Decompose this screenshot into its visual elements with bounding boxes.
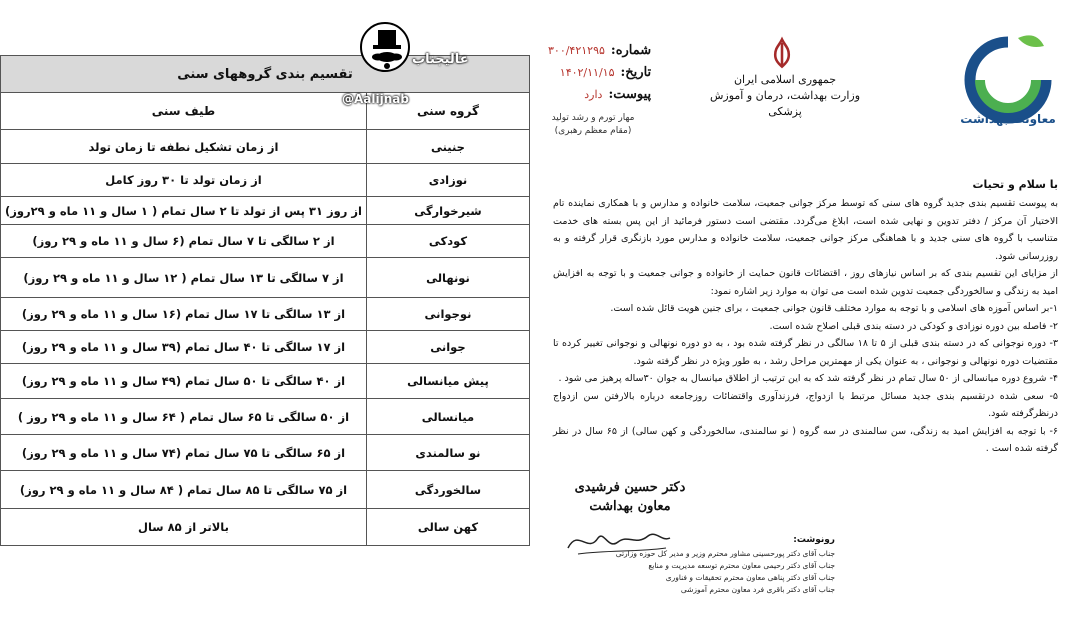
age-range-cell: بالاتر از ۸۵ سال xyxy=(1,509,367,546)
paragraph: ۵- سعی شده درتقسیم بندی جدید مسائل مرتبط با ازدواج، فرزندآوری واقتضائات روزجامعه درباره بالارفتن سن ازدواج درنظرگرفته شود. xyxy=(553,390,1058,419)
age-range-cell: از ۱۷ سالگی تا ۴۰ سال تمام (۳۹ سال و ۱۱ ماه و ۲۹ روز) xyxy=(1,331,367,364)
paragraph: ۶- با توجه به افزایش امید به زندگی، سن سالمندی در سه گروه ( نو سالمندی، سالخوردگی و کهن سالی) از ۶۵ سال در نظر گرفته شده است . xyxy=(553,425,1058,454)
ministry-line-1: جمهوری اسلامی ایران xyxy=(733,73,837,86)
signer-title: معاون بهداشت xyxy=(589,499,671,514)
age-range-cell: از ۷۵ سالگی تا ۸۵ سال تمام ( ۸۴ سال و ۱۱ ماه و ۲۹ روز) xyxy=(1,471,367,509)
paragraph: ۴- شروع دوره میانسالی از ۵۰ سال تمام در نظر گرفته شد که به این ترتیب از اطلاق میانسال به جوان ۳۰ساله پرهیز می شود . xyxy=(558,373,1058,384)
iran-emblem-icon xyxy=(765,36,799,70)
number-label: شماره: xyxy=(610,43,652,58)
cc-item: جناب آقای دکتر پورحسینی مشاور محترم وزیر و مدیر کل حوزه وزارتی xyxy=(615,549,835,558)
table-row xyxy=(1,298,530,331)
age-group-cell: میانسالی xyxy=(366,399,529,435)
age-range-cell: از ۶۵ سالگی تا ۷۵ سال تمام (۷۴ سال و ۱۱ ماه و ۲۹ روز) xyxy=(1,435,367,471)
table-row xyxy=(1,258,530,298)
table-row xyxy=(1,164,530,197)
age-range-cell: از زمان تشکیل نطفه تا زمان تولد xyxy=(1,130,367,164)
greeting: با سلام و تحیات xyxy=(972,178,1058,191)
watermark-handle: @Aalijnab xyxy=(342,92,409,106)
watermark-logo xyxy=(360,22,410,72)
age-group-cell: جوانی xyxy=(366,331,529,364)
table-header-row xyxy=(1,93,530,130)
age-group-cell: پیش میانسالی xyxy=(366,364,529,399)
table-row xyxy=(1,399,530,435)
age-group-table xyxy=(0,55,530,546)
table-row xyxy=(1,509,530,546)
age-group-cell: کودکی xyxy=(366,225,529,258)
header-age-group: گروه سنی xyxy=(366,93,529,130)
table-row xyxy=(1,364,530,399)
table-title: تقسیم بندی گروههای سنی xyxy=(1,56,530,93)
cc-title: رونوشت: xyxy=(793,535,835,545)
table-row xyxy=(1,130,530,164)
header-age-range: طیف سنی xyxy=(1,93,367,130)
age-range-cell: از ۵۰ سالگی تا ۶۵ سال تمام ( ۶۴ سال و ۱۱ ماه و ۲۹ روز ) xyxy=(1,399,367,435)
signer-name: دکتر حسین فرشیدی xyxy=(574,480,686,495)
cc-item: جناب آقای دکتر باقری فرد معاون محترم آموزشی xyxy=(680,585,835,594)
paragraph: ۱-بر اساس آموزه های اسلامی و با توجه به موارد مختلف قانون جوانی جمعیت ، برای جنین هویت قائل شده است. xyxy=(610,303,1058,314)
table-row xyxy=(1,197,530,225)
paragraph: از مزایای این تقسیم بندی که بر اساس نیازهای روز ، اقتضائات قانون حمایت از خانواده و جوانی جمعیت و با توجه به افزایش امید به زندگی و سالخوردگی جمعیت تدوین شده است می توان به موارد زیر اشاره نمود: xyxy=(553,268,1058,297)
slogan-line-2: (مقام معظم رهبری) xyxy=(554,126,632,136)
age-group-cell: نونهالی xyxy=(366,258,529,298)
age-group-cell: جنینی xyxy=(366,130,529,164)
cc-item: جناب آقای دکتر رحیمی معاون محترم توسعه مدیریت و منابع xyxy=(648,561,835,570)
paragraph: ۲- فاصله بین دوره نوزادی و کودکی در دسته بندی قبلی اصلاح شده است. xyxy=(769,320,1058,332)
age-range-cell: از روز ۳۱ پس از تولد تا ۲ سال تمام ( ۱ سال و ۱۱ ماه و ۲۹روز) xyxy=(1,197,367,225)
age-group-cell: نوجوانی xyxy=(366,298,529,331)
table-row xyxy=(1,435,530,471)
age-group-cell: کهن سالی xyxy=(366,509,529,546)
ministry-name xyxy=(695,72,875,120)
table-row xyxy=(1,225,530,258)
cc-list xyxy=(616,548,835,596)
date-value: ۱۴۰۲/۱۱/۱۵ xyxy=(559,66,615,79)
year-slogan xyxy=(548,112,638,138)
table-row xyxy=(1,471,530,509)
attachment-value: دارد xyxy=(584,88,603,101)
paragraph: به پیوست تقسیم بندی جدید گروه های سنی که توسط مرکز جوانی جمعیت، سلامت خانواده و مدارس و با همکاری نماینده تام الاختیار آن مرکز / دفتر تدوین و نهایی شده است، ابلاغ می‌گردد. مقتضی است دستور فرمائید از این پس بسته های خدمت متناسب با گروه های سنی جدید و با هماهنگی مرکز جوانی جمعیت، سلامت خانواده و مدارس مورد بازنگری قرار گرفته و به روزرسانی شود. xyxy=(553,198,1058,262)
official-letter xyxy=(540,0,1080,623)
ministry-line-2: وزارت بهداشت، درمان و آموزش پزشکی xyxy=(709,89,861,118)
age-group-cell: نوزادی xyxy=(366,164,529,197)
letter-body xyxy=(553,195,1058,458)
age-range-cell: از ۴۰ سالگی تا ۵۰ سال تمام (۴۹ سال و ۱۱ ماه و ۲۹ روز) xyxy=(1,364,367,399)
letter-meta xyxy=(548,40,651,106)
watermark-name: عالیجناب xyxy=(412,52,469,67)
age-range-cell: از ۲ سالگی تا ۷ سال تمام (۶ سال و ۱۱ ماه و ۲۹ روز) xyxy=(1,225,367,258)
table-row xyxy=(1,331,530,364)
slogan-line-1: مهار تورم و رشد تولید xyxy=(551,113,635,123)
age-range-cell: از ۷ سالگی تا ۱۳ سال تمام ( ۱۲ سال و ۱۱ ماه و ۲۹ روز) xyxy=(1,258,367,298)
age-group-cell: سالخوردگی xyxy=(366,471,529,509)
attachment-label: پیوست: xyxy=(608,87,652,102)
age-group-cell: شیرخوارگی xyxy=(366,197,529,225)
age-group-cell: نو سالمندی xyxy=(366,435,529,471)
number-value: ۳۰۰/۴۲۱۲۹۵ xyxy=(548,44,605,57)
signer-block xyxy=(570,478,690,516)
cc-item: جناب آقای دکتر پناهی معاون محترم تحقیقات و فناوری xyxy=(665,573,835,582)
table-body xyxy=(1,130,530,546)
age-range-cell: از ۱۳ سالگی تا ۱۷ سال تمام (۱۶ سال و ۱۱ ماه و ۲۹ روز) xyxy=(1,298,367,331)
paragraph: ۳- دوره نوجوانی که در دسته بندی قبلی از ۵ تا ۱۸ سالگی در نظر گرفته شده بود ، به دو دوره نونهالی و نوجوانی تغییر کرده تا مقتضیات دوره نونهالی و نوجوانی ، به عنوان یکی از مهمترین مراحل رشد ، به طور ویژه در نظر گرفته شود. xyxy=(553,338,1058,367)
date-label: تاریخ: xyxy=(620,65,652,80)
age-range-cell: از زمان تولد تا ۳۰ روز کامل xyxy=(1,164,367,197)
logo-caption: معاونت بهداشت xyxy=(960,112,1056,126)
